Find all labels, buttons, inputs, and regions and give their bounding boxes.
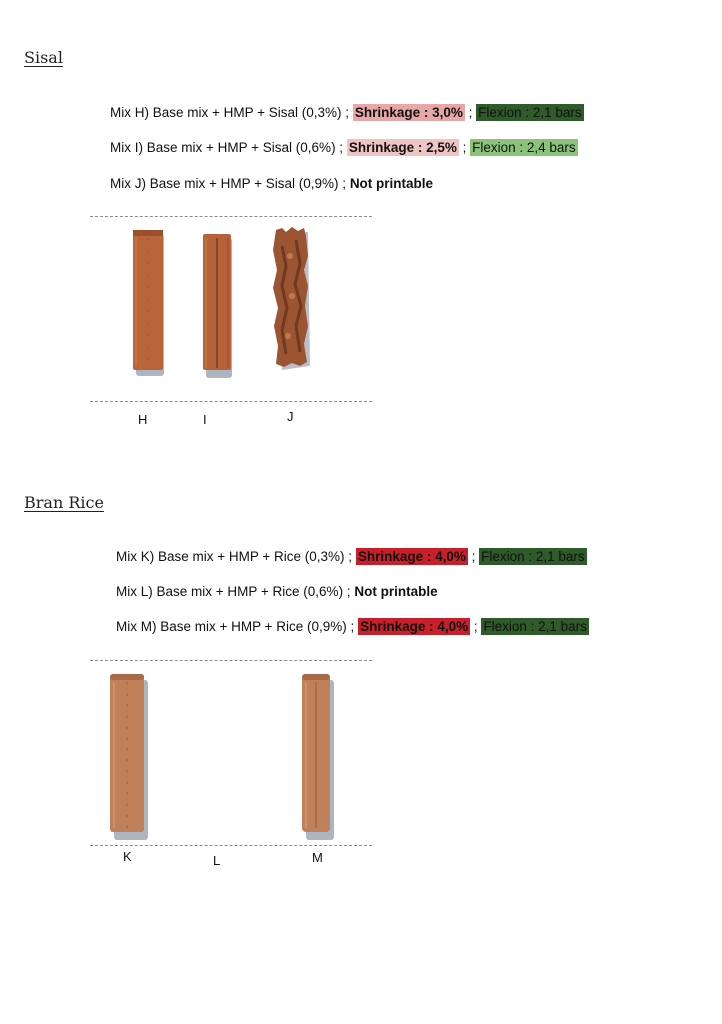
- mix-h-shrinkage-badge: Shrinkage : 3,0%: [354, 105, 463, 120]
- mix-m-text: Mix M) Base mix + HMP + Rice (0,9%) ;: [116, 619, 359, 634]
- mix-i-sep: ;: [458, 140, 471, 155]
- rice-top-divider: [90, 660, 372, 661]
- mix-k-shrinkage-badge: Shrinkage : 4,0%: [357, 549, 466, 564]
- mix-m-flexion-badge: Flexion : 2,1 bars: [483, 619, 587, 634]
- mix-h-line: [110, 104, 584, 122]
- sample-j-photo: [270, 226, 314, 378]
- sample-label-i: I: [203, 412, 207, 427]
- mix-k-line: [116, 548, 587, 566]
- mix-h-flexion-badge: Flexion : 2,1 bars: [478, 105, 582, 120]
- mix-j-status: Not printable: [349, 176, 434, 191]
- sisal-bottom-divider: [90, 401, 372, 402]
- sample-h-photo: [130, 228, 168, 376]
- mix-m-line: [116, 618, 589, 636]
- mix-m-sep: ;: [470, 619, 482, 634]
- sample-i-photo: [200, 232, 236, 378]
- mix-k-text: Mix K) Base mix + HMP + Rice (0,3%) ;: [116, 549, 356, 564]
- mix-l-text: Mix L) Base mix + HMP + Rice (0,6%) ;: [116, 584, 355, 599]
- sisal-top-divider: [90, 216, 372, 217]
- mix-h-sep: ;: [464, 105, 477, 120]
- rice-bottom-divider: [90, 845, 372, 846]
- mix-i-flexion-badge: Flexion : 2,4 bars: [472, 140, 576, 155]
- mix-j-text: Mix J) Base mix + HMP + Sisal (0,9%) ;: [110, 176, 350, 191]
- mix-i-text: Mix I) Base mix + HMP + Sisal (0,6%) ;: [110, 140, 347, 155]
- mix-k-flexion-badge: Flexion : 2,1 bars: [481, 549, 585, 564]
- mix-k-sep: ;: [467, 549, 480, 564]
- sample-label-j: J: [287, 409, 294, 424]
- mix-m-shrinkage-badge: Shrinkage : 4,0%: [360, 619, 469, 634]
- mix-h-text: Mix H) Base mix + HMP + Sisal (0,3%) ;: [110, 105, 353, 120]
- section-title-sisal: Sisal: [24, 48, 63, 67]
- sample-m-photo: [298, 672, 338, 842]
- mix-l-line: [116, 583, 438, 601]
- mix-i-line: [110, 139, 578, 157]
- mix-i-shrinkage-badge: Shrinkage : 2,5%: [348, 140, 457, 155]
- mix-j-line: [110, 175, 433, 193]
- sample-label-l: L: [213, 853, 221, 868]
- sample-label-k: K: [123, 849, 132, 864]
- mix-l-status: Not printable: [354, 584, 438, 599]
- sample-label-h: H: [138, 412, 148, 427]
- sample-label-m: M: [312, 850, 323, 865]
- section-title-bran-rice: Bran Rice: [24, 493, 104, 512]
- sample-k-photo: [106, 672, 152, 842]
